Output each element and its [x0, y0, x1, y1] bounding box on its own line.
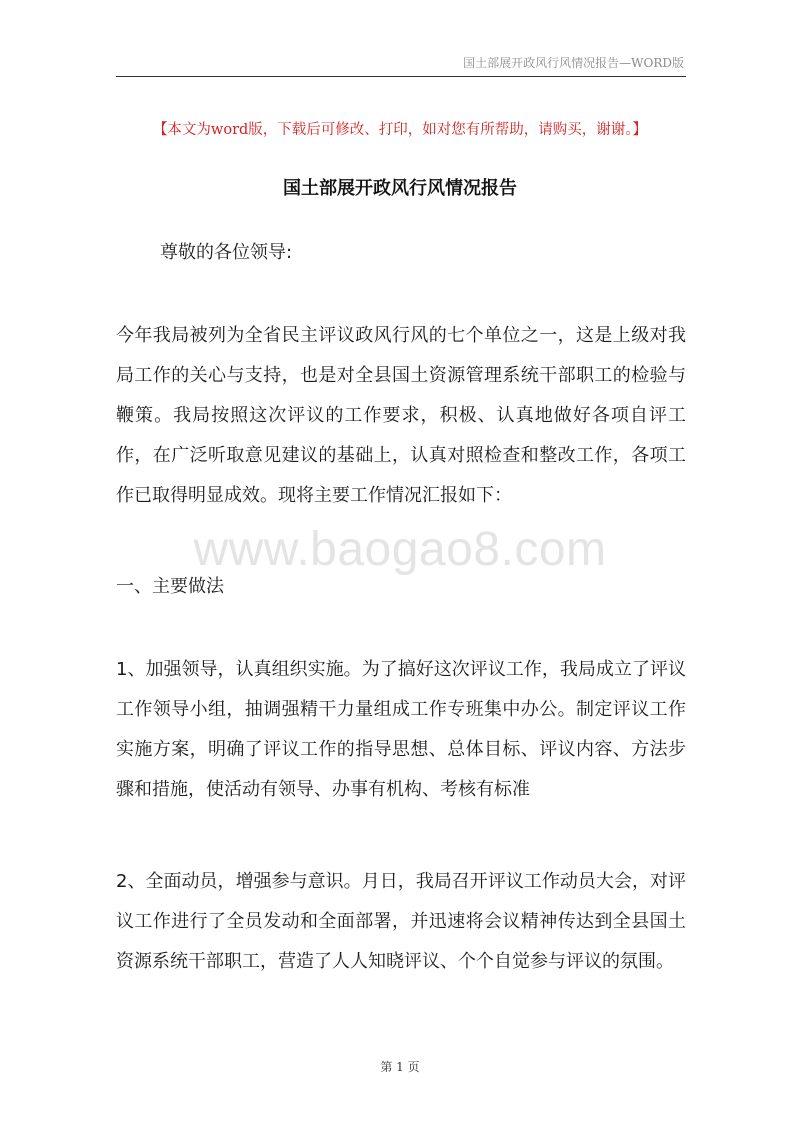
download-notice: 【本文为word版，下载后可修改、打印，如对您有所帮助，请购买，谢谢。】 — [152, 122, 648, 138]
intro-paragraph: 今年我局被列为全省民主评议政风行风的七个单位之一，这是上级对我局工作的关心与支持，也是对全县国土资源管理系统干部职工的检验与鞭策。我局按照这次评议的工作要求，积极、认真地做好各项自评工作，在广泛听取意见建议的基础上，认真对照检查和整改工作，各项工作已取得明显成效。现将主要工作情况汇报如下： — [116, 325, 686, 506]
running-header: 国土部展开政风行风情况报告—WORD版 — [463, 56, 684, 70]
page-number: 第 1 页 — [380, 1060, 420, 1074]
list-item-2: 2、全面动员，增强参与意识。月日，我局召开评议工作动员大会，对评议工作进行了全员发动和全面部署，并迅速将会议精神传达到全县国土资源系统干部职工，营造了人人知晓评议、个个自觉参与评议的氛围。 — [116, 871, 686, 972]
document-title: 国土部展开政风行风情况报告 — [283, 178, 517, 199]
list-item-1: 1、加强领导，认真组织实施。为了搞好这次评议工作，我局成立了评议工作领导小组，抽调强精干力量组成工作专班集中办公。制定评议工作实施方案，明确了评议工作的指导思想、总体目标、评议内容、方法步骤和措施，使活动有领导、办事有机构、考核有标准 — [116, 659, 686, 800]
header-divider — [116, 76, 686, 77]
salutation: 尊敬的各位领导: — [160, 242, 293, 263]
section-heading: 一、主要做法 — [116, 576, 224, 597]
watermark: www.baogao8.com — [193, 523, 607, 576]
